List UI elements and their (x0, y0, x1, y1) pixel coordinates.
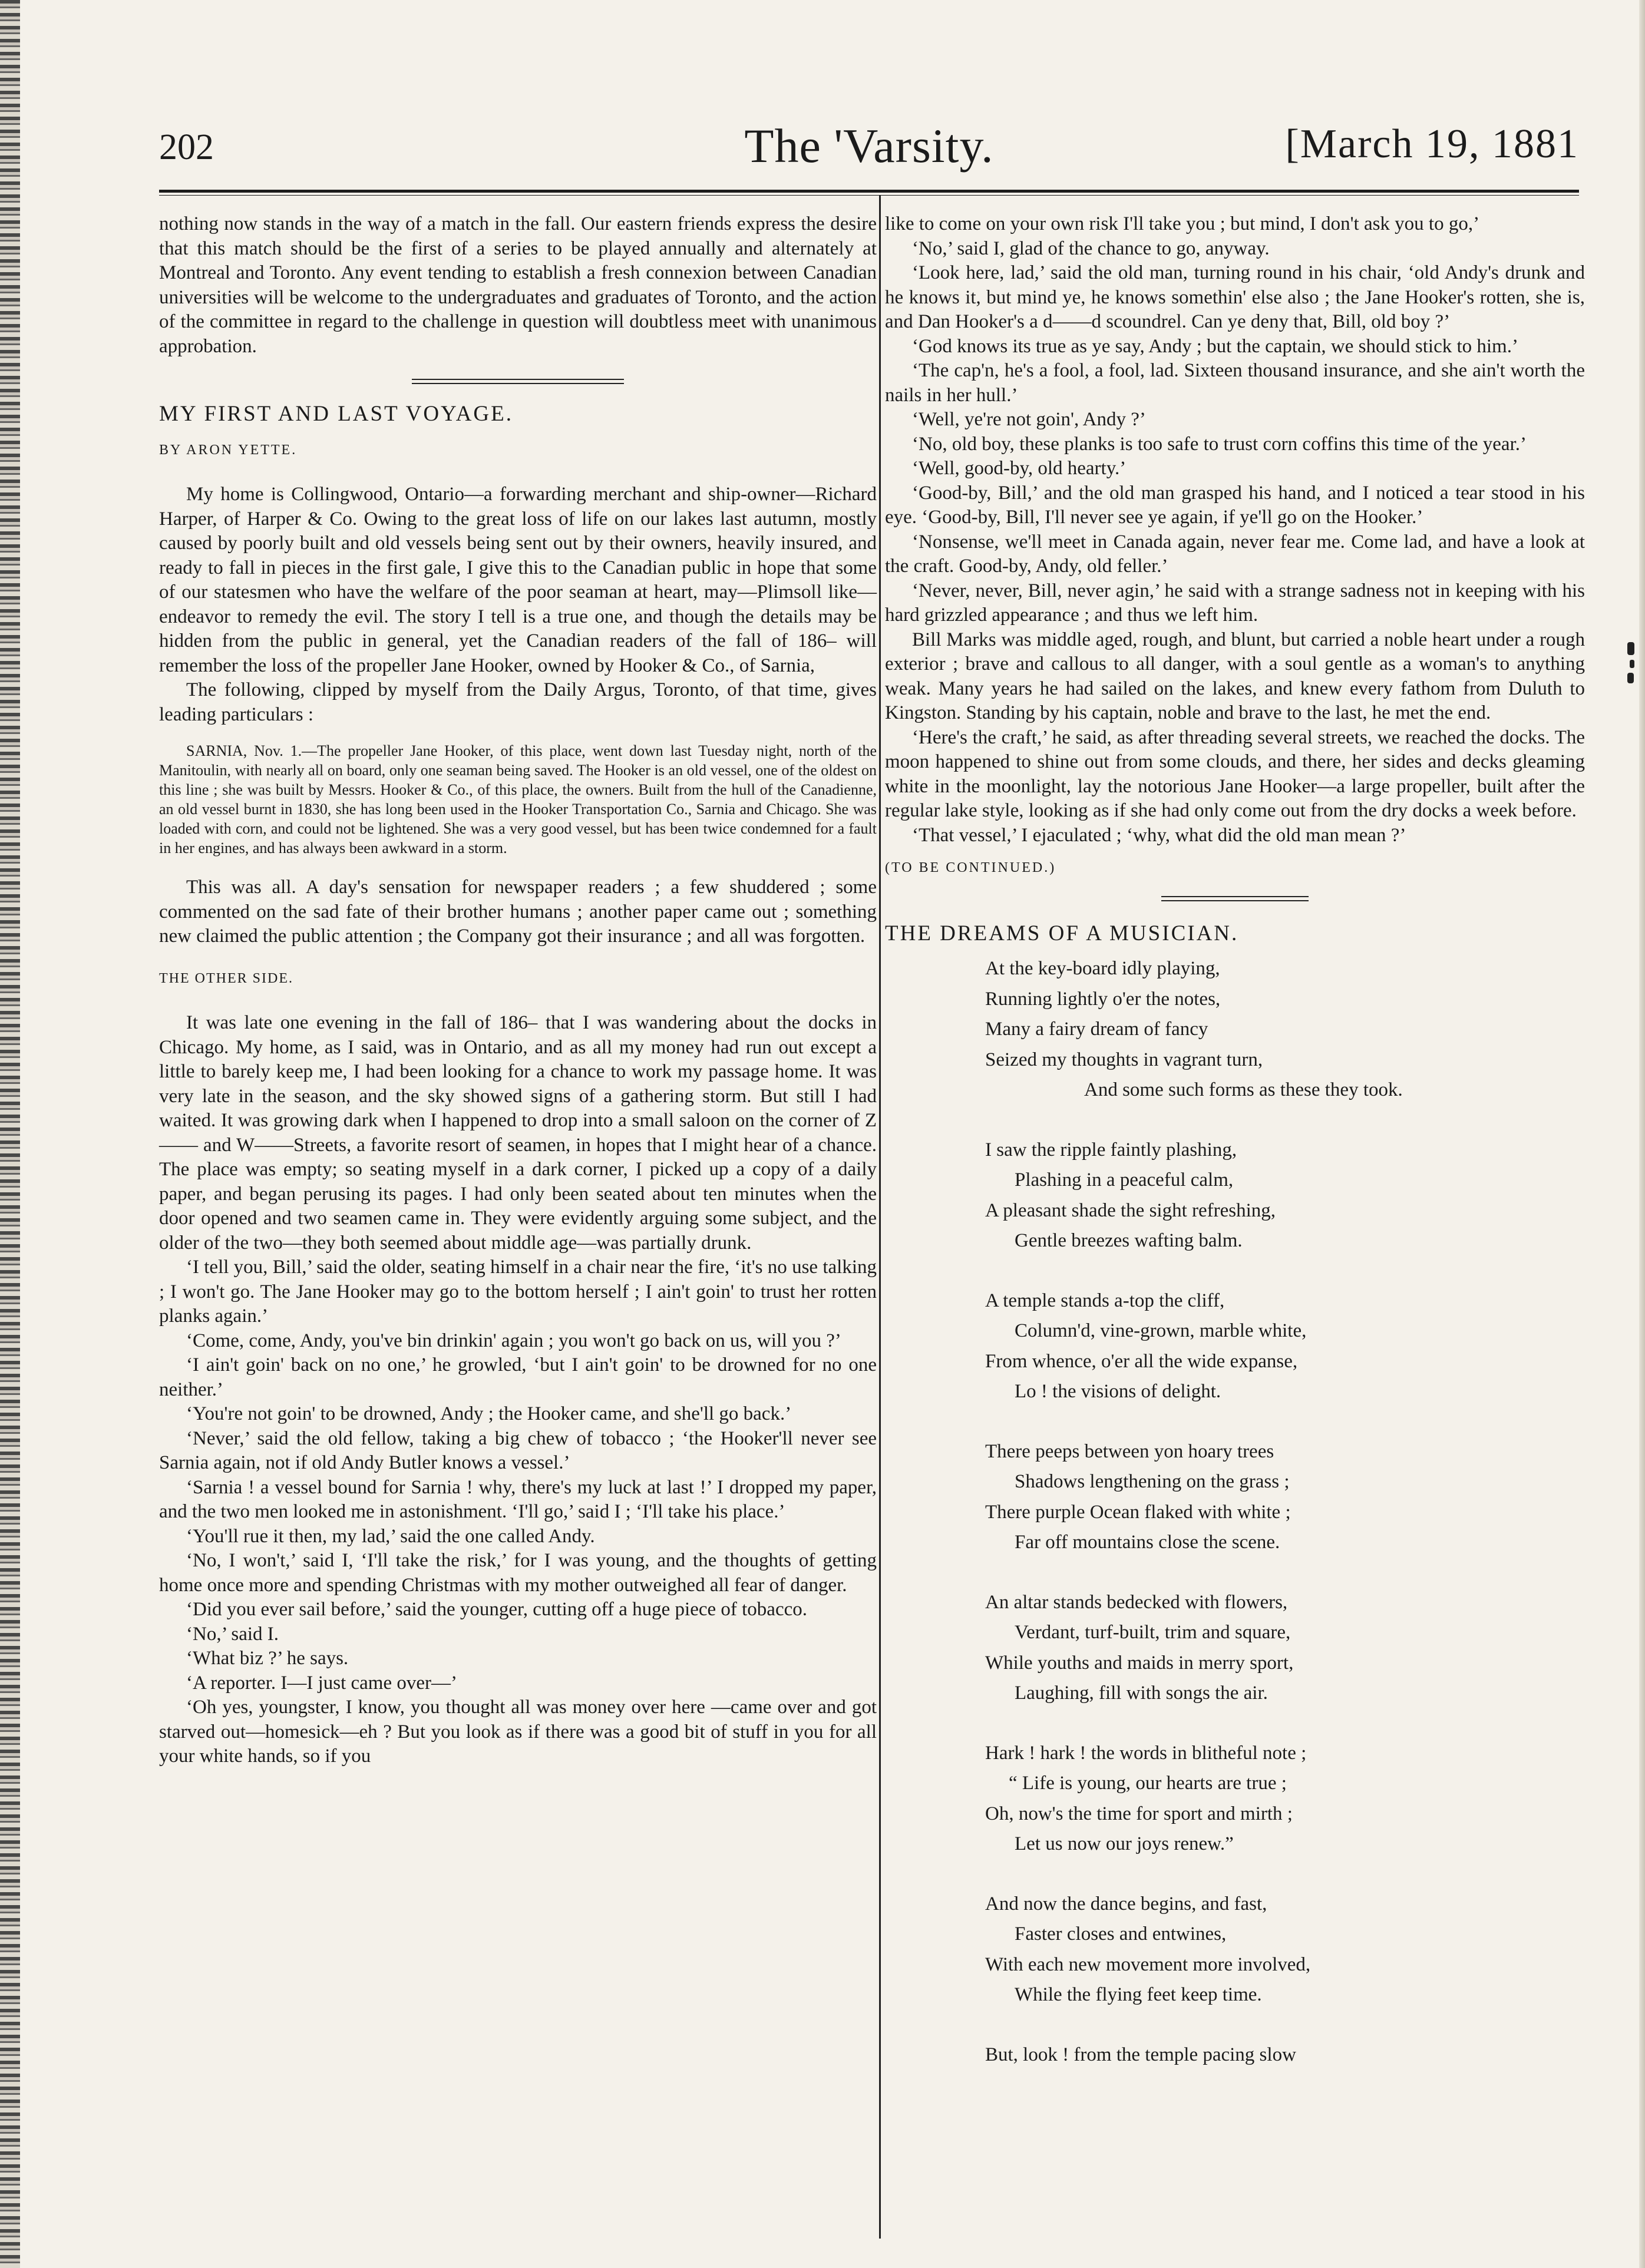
poem-title: THE DREAMS OF A MUSICIAN. (885, 921, 1239, 945)
poem-line: Far off mountains close the scene. (1015, 1532, 1280, 1553)
poem-line: Gentle breezes wafting balm. (1015, 1230, 1243, 1251)
poem-line: Laughing, fill with songs the air. (1015, 1682, 1268, 1704)
dialogue-paragraph: ‘Never, never, Bill, never agin,’ he said with a strange sadness not in keeping with his hard grizzled appearance ; and thus we left him. (885, 580, 1585, 626)
story-paragraph: This was all. A day's sensation for newspaper readers ; a few shuddered ; some commented on the sad fate of their brother humans ; another paper came out ; something new claimed the public attention ; the Company got their insurance ; and all was forgotten. (159, 877, 877, 947)
poem-line: From whence, o'er all the wide expanse, (985, 1350, 1298, 1372)
poem-line: Column'd, vine-grown, marble white, (1015, 1320, 1307, 1341)
dialogue-paragraph: ‘God knows its true as ye say, Andy ; but the captain, we should stick to him.’ (912, 335, 1518, 357)
header-rule-thin (159, 195, 1579, 196)
dialogue-paragraph: ‘The cap'n, he's a fool, a fool, lad. Sixteen thousand insurance, and she ain't worth the nails in her hull.’ (885, 360, 1585, 406)
dialogue-paragraph: ‘No,’ said I, glad of the chance to go, anyway. (912, 237, 1270, 259)
intro-paragraph: nothing now stands in the way of a match in the fall. Our eastern friends express the desire that this match should be the first of a series to be played annually and alternately at Montreal and Toronto. Any event tending to establish a fresh connexion between Canadian universities will be welcome to the undergraduates and graduates of Toronto, and the action of the committee in regard to the challenge in question will doubtless meet with unanimous approbation. (159, 213, 877, 357)
dialogue-paragraph: ‘Nonsense, we'll meet in Canada again, never fear me. Come lad, and have a look at the craft. Good-by, Andy, old feller.’ (885, 531, 1585, 577)
poem-stanza (985, 1437, 1585, 1558)
dialogue-paragraph: ‘Look here, lad,’ said the old man, turning round in his chair, ‘old Andy's drunk and he knows it, but mind ye, he knows somethin' else also ; the Jane Hooker's rotten, she is, and Dan Hooker's a d——d scoundrel. Can ye deny that, Bill, old boy ?’ (885, 262, 1585, 332)
column-rule (879, 196, 881, 2239)
poem-line: There purple Ocean flaked with white ; (985, 1501, 1291, 1523)
poem-line: “ Life is young, our hearts are true ; (1009, 1773, 1287, 1794)
poem-stanza (985, 1286, 1585, 1407)
poem-line: An altar stands bedecked with flowers, (985, 1591, 1288, 1613)
section-subhead: THE OTHER SIDE. (159, 970, 293, 986)
section-divider (1161, 896, 1309, 901)
poem-line: Verdant, turf-built, trim and square, (1015, 1622, 1291, 1643)
story-paragraph: It was late one evening in the fall of 186– that I was wandering about the docks in Chicago. My home, as I said, was in Ontario, and as all my money had run out except a little to barely keep me, I had been looking for a chance to work my passage home. It was very late in the season, and the sky showed signs of a gathering storm. But still I had waited. It was growing dark when I happened to drop into a small saloon on the corner of Z—— and W——Streets, a favorite resort of seamen, in hopes that I might hear of a chance. The place was empty; so seating myself in a dark corner, I picked up a copy of a daily paper, and began perusing its pages. I had only been seated about ten minutes when the door opened and two seamen came in. They were evidently arguing some subject, and the older of the two—they both seemed about middle age—was partially drunk. (159, 1012, 877, 1254)
poem-line: Hark ! hark ! the words in blitheful note ; (985, 1742, 1307, 1764)
dialogue-paragraph: ‘No,’ said I. (186, 1623, 279, 1645)
story-title: MY FIRST AND LAST VOYAGE. (159, 402, 513, 426)
poem-line: Oh, now's the time for sport and mirth ; (985, 1803, 1293, 1824)
right-column (885, 212, 1585, 2070)
poem (885, 954, 1585, 2070)
dialogue-paragraph: ‘Never,’ said the old fellow, taking a big chew of tobacco ; ‘the Hooker'll never see Sarnia again, not if old Andy Butler knows a vessel.’ (159, 1427, 877, 1473)
page-number: 202 (159, 127, 214, 167)
poem-line: And now the dance begins, and fast, (985, 1893, 1267, 1915)
poem-line: Many a fairy dream of fancy (985, 1019, 1208, 1040)
clipping-text: SARNIA, Nov. 1.—The propeller Jane Hooker, of this place, went down last Tuesday night, north of the Manitoulin, with nearly all on board, only one seaman being saved. The Hooker is an old vessel, one of the oldest on this line ; she was built by Messrs. Hooker & Co., of this place, the owners. Built from the hull of the Canadienne, an old vessel burnt in 1830, she has long been used in the Hooker Transportation Co., Sarnia and Chicago. She was loaded with corn, and could not be lightened. She was a very good vessel, but has been twice condemned for a fault in her engines, and has always been awkward in a storm. (159, 742, 877, 857)
poem-line: I saw the ripple faintly plashing, (985, 1139, 1237, 1161)
poem-line: A temple stands a-top the cliff, (985, 1290, 1225, 1311)
poem-line: Plashing in a peaceful calm, (1015, 1169, 1234, 1191)
to-be-continued: (TO BE CONTINUED.) (885, 860, 1056, 875)
scan-speck (1630, 660, 1634, 668)
dialogue-paragraph: ‘A reporter. I—I just came over—’ (186, 1672, 458, 1694)
poem-line: While youths and maids in merry sport, (985, 1652, 1294, 1674)
dialogue-paragraph: ‘What biz ?’ he says. (186, 1648, 349, 1669)
story-paragraph: The following, clipped by myself from the Daily Argus, Toronto, of that time, gives leading particulars : (159, 679, 877, 725)
story-byline: BY ARON YETTE. (159, 442, 298, 458)
page-header (159, 121, 1579, 186)
poem-line: While the flying feet keep time. (1015, 1984, 1262, 2005)
dialogue-paragraph: ‘Well, ye're not goin', Andy ?’ (912, 409, 1146, 430)
section-divider (412, 379, 624, 384)
poem-stanza (985, 1889, 1585, 2011)
dialogue-paragraph: ‘Oh yes, youngster, I know, you thought all was money over here —came over and got starved out—homesick—eh ? But you look as if there was a good bit of stuff in you for all your white hands, so if you (159, 1697, 877, 1767)
poem-line: At the key-board idly playing, (985, 958, 1220, 979)
poem-line: Shadows lengthening on the grass ; (1015, 1471, 1290, 1492)
scan-speck (1627, 673, 1634, 683)
poem-stanza (985, 1588, 1585, 1709)
poem-stanza (985, 1738, 1585, 1860)
dialogue-paragraph: like to come on your own risk I'll take you ; but mind, I don't ask you to go,’ (885, 213, 1480, 234)
dialogue-paragraph: ‘I tell you, Bill,’ said the older, seating himself in a chair near the fire, ‘it's no use talking ; I won't go. The Jane Hooker may go to the bottom herself ; I ain't goin' to trust her rotten planks again.’ (159, 1257, 877, 1327)
poem-line: And some such forms as these they took. (1084, 1079, 1403, 1100)
dialogue-paragraph: ‘No, I won't,’ said I, ‘I'll take the risk,’ for I was young, and the thoughts of getting home once more and spending Christmas with my mother outweighed all fear of danger. (159, 1550, 877, 1596)
poem-line: But, look ! from the temple pacing slow (985, 2044, 1296, 2065)
dialogue-paragraph: ‘That vessel,’ I ejaculated ; ‘why, what did the old man mean ?’ (912, 824, 1406, 846)
story-paragraph: My home is Collingwood, Ontario—a forwarding merchant and ship-owner—Richard Harper, of Harper & Co. Owing to the great loss of life on our lakes last autumn, mostly caused by poorly built and old vessels being sent out by their owners, heavily insured, and ready to fall in pieces in the first gale, I give this to the Canadian public in hope that some of our statesmen who have the welfare of the poor seaman at heart, may—Plimsoll like—endeavor to remedy the evil. The story I tell is a true one, and though the details may be hidden from the public in general, yet the Canadian readers of the fall of 186– will remember the loss of the propeller Jane Hooker, owned by Hooker & Co., of Sarnia, (159, 484, 877, 676)
poem-line: Lo ! the visions of delight. (1015, 1381, 1221, 1402)
poem-line: There peeps between yon hoary trees (985, 1440, 1274, 1462)
issue-date: [March 19, 1881 (1285, 121, 1579, 167)
dialogue-paragraph: ‘Did you ever sail before,’ said the younger, cutting off a huge piece of tobacco. (186, 1599, 807, 1620)
masthead: The 'Varsity. (744, 119, 994, 173)
dialogue-paragraph: ‘You're not goin' to be drowned, Andy ; the Hooker came, and she'll go back.’ (186, 1403, 792, 1424)
scanned-page-right-edge (1639, 0, 1645, 2268)
poem-stanza (985, 954, 1585, 1106)
poem-line: With each new movement more involved, (985, 1953, 1311, 1975)
dialogue-paragraph: ‘No, old boy, these planks is too safe to trust corn coffins this time of the year.’ (912, 433, 1527, 455)
dialogue-paragraph: ‘Here's the craft,’ he said, as after threading several streets, we reached the docks. The moon happened to shine out from some clouds, and there, her sides and decks gleaming white in the moonlight, lay the notorious Jane Hooker—a large propeller, built after the regular lake style, looking as if she had only come out from the dry docks a week before. (885, 726, 1585, 821)
left-column (159, 212, 877, 1769)
poem-line: Running lightly o'er the notes, (985, 988, 1221, 1010)
story-paragraph: Bill Marks was middle aged, rough, and blunt, but carried a noble heart under a rough exterior ; brave and callous to all danger, with a soul gentle as a woman's to anything weak. Many years he had sailed on the lakes, and knew every fathom from Duluth to Kingston. Standing by his captain, noble and brave to the last, he met the end. (885, 629, 1585, 723)
poem-line: Let us now our joys renew.” (1015, 1833, 1234, 1854)
dialogue-paragraph: ‘I ain't goin' back on no one,’ he growled, ‘but I ain't goin' to be drowned for no one neither.’ (159, 1354, 877, 1400)
scan-speck (1627, 642, 1634, 655)
poem-line: Seized my thoughts in vagrant turn, (985, 1049, 1263, 1070)
dialogue-paragraph: ‘Come, come, Andy, you've bin drinkin' again ; you won't go back on us, will you ?’ (186, 1330, 841, 1351)
newspaper-clipping (159, 741, 877, 858)
scanned-page-binding-edge (0, 0, 20, 2268)
dialogue-paragraph: ‘You'll rue it then, my lad,’ said the one called Andy. (186, 1525, 595, 1547)
dialogue-paragraph: ‘Well, good-by, old hearty.’ (912, 458, 1127, 479)
poem-stanza (985, 1135, 1585, 1257)
poem-line: Faster closes and entwines, (1015, 1923, 1227, 1945)
dialogue-paragraph: ‘Good-by, Bill,’ and the old man grasped his hand, and I noticed a tear stood in his eye. ‘Good-by, Bill, I'll never see ye again, if ye'll go on the Hooker.’ (885, 482, 1585, 528)
dialogue-paragraph: ‘Sarnia ! a vessel bound for Sarnia ! why, there's my luck at last !’ I dropped my paper, and the two men looked me in astonishment. ‘I'll go,’ said I ; ‘I'll take his place.’ (159, 1476, 877, 1522)
header-rule (159, 190, 1579, 193)
poem-line: A pleasant shade the sight refreshing, (985, 1199, 1276, 1221)
